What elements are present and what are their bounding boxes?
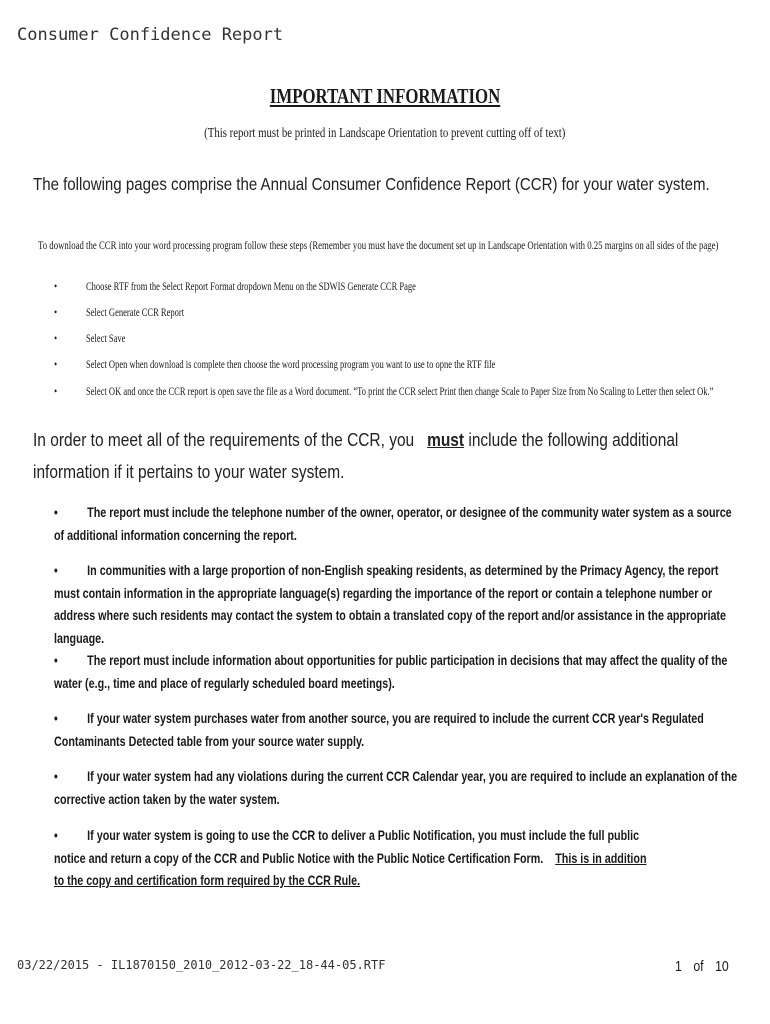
bullet-icon: • — [54, 307, 58, 319]
bullet-icon: • — [54, 769, 58, 784]
addition-note-underlined: This is in addition — [555, 850, 647, 866]
important-information-heading — [0, 84, 770, 109]
ccr-rule-note-underlined: to the copy and certification form required by the CCR Rule. — [54, 873, 361, 888]
footer-file-info: 03/22/2015 - IL1870150_2010_2012-03-22_18-44-05.RTF — [17, 958, 386, 972]
step-text: Select OK and once the CCR report is open save the file as a Word document. “To print the CCR select Print then change Scale to Paper Size from No Scaling to Letter then select Ok.” — [86, 386, 714, 398]
requirement-language: • In communities with a large proportion of non-English speaking residents, as determined by the Primacy Agency, the report must contain information in the appropriate language(s) regarding the importance of the report or contain a telephone number or address where such residents may contact the system to obtain a translated copy of the report and/or assistance in the appropriate language. — [54, 560, 726, 650]
step-text: Select Open when download is complete then choose the word processing program you want to use to opne the RTF file — [86, 359, 496, 371]
bullet-icon: • — [54, 563, 58, 578]
bullet-icon: • — [54, 333, 58, 345]
requirements-lead-line-2: information if it pertains to your water system. — [33, 462, 345, 482]
page-total: 10 — [715, 958, 729, 975]
requirement-public-participation: • The report must include information about opportunities for public participation in decisions that may affect the quality of the water (e.g., time and place of regularly scheduled board meetings). — [54, 650, 727, 695]
must-emphasis: must — [427, 430, 465, 450]
bullet-icon: • — [54, 653, 58, 668]
bullet-icon: • — [54, 359, 58, 371]
page-of: of — [693, 958, 704, 975]
requirements-lead-line-1: In order to meet all of the requirements of the CCR, you must include the following additional — [33, 430, 679, 450]
page-current: 1 — [675, 958, 682, 975]
requirement-violations: • If your water system had any violations during the current CCR Calendar year, you are required to include an explanation of the corrective action taken by the water system. — [54, 766, 737, 811]
step-text: Select Save — [86, 333, 126, 345]
bullet-icon: • — [54, 505, 58, 520]
requirement-purchased-water: • If your water system purchases water from another source, you are required to include the current CCR year's Regulated Contaminants Detected table from your source water supply. — [54, 708, 704, 753]
heading-text: IMPORTANT INFORMATION — [269, 84, 501, 108]
bullet-icon: • — [54, 711, 58, 726]
steps-lead-text: To download the CCR into your word processing program follow these steps (Remember you must have the document set up in Landscape Orientation with 0.25 margins on all sides of the page) — [38, 238, 719, 252]
footer-page-number — [675, 958, 740, 975]
step-text: Select Generate CCR Report — [86, 307, 185, 319]
landscape-orientation-note — [0, 124, 770, 142]
intro-paragraph: The following pages comprise the Annual Consumer Confidence Report (CCR) for your water system. — [33, 174, 710, 194]
requirements-lead — [33, 424, 678, 488]
step-text: Choose RTF from the Select Report Format dropdown Menu on the SDWIS Generate CCR Page — [86, 281, 416, 293]
page-header-title: Consumer Confidence Report — [17, 25, 284, 45]
bullet-icon: • — [54, 281, 58, 293]
subnote-text: (This report must be printed in Landscape Orientation to prevent cutting off of text) — [204, 125, 566, 140]
requirement-public-notification: • If your water system is going to use the CCR to deliver a Public Notification, you must include the full public notice and return a copy of the CCR and Public Notice with the Public Notice Certification Form. This is in addition to the copy and certification form required by the CCR Rule. — [54, 825, 647, 893]
bullet-icon: • — [54, 386, 58, 398]
bullet-icon: • — [54, 828, 58, 843]
download-steps-lead — [38, 238, 770, 253]
requirement-telephone: • The report must include the telephone number of the owner, operator, or designee of the community water system as a source of additional information concerning the report. — [54, 502, 732, 547]
